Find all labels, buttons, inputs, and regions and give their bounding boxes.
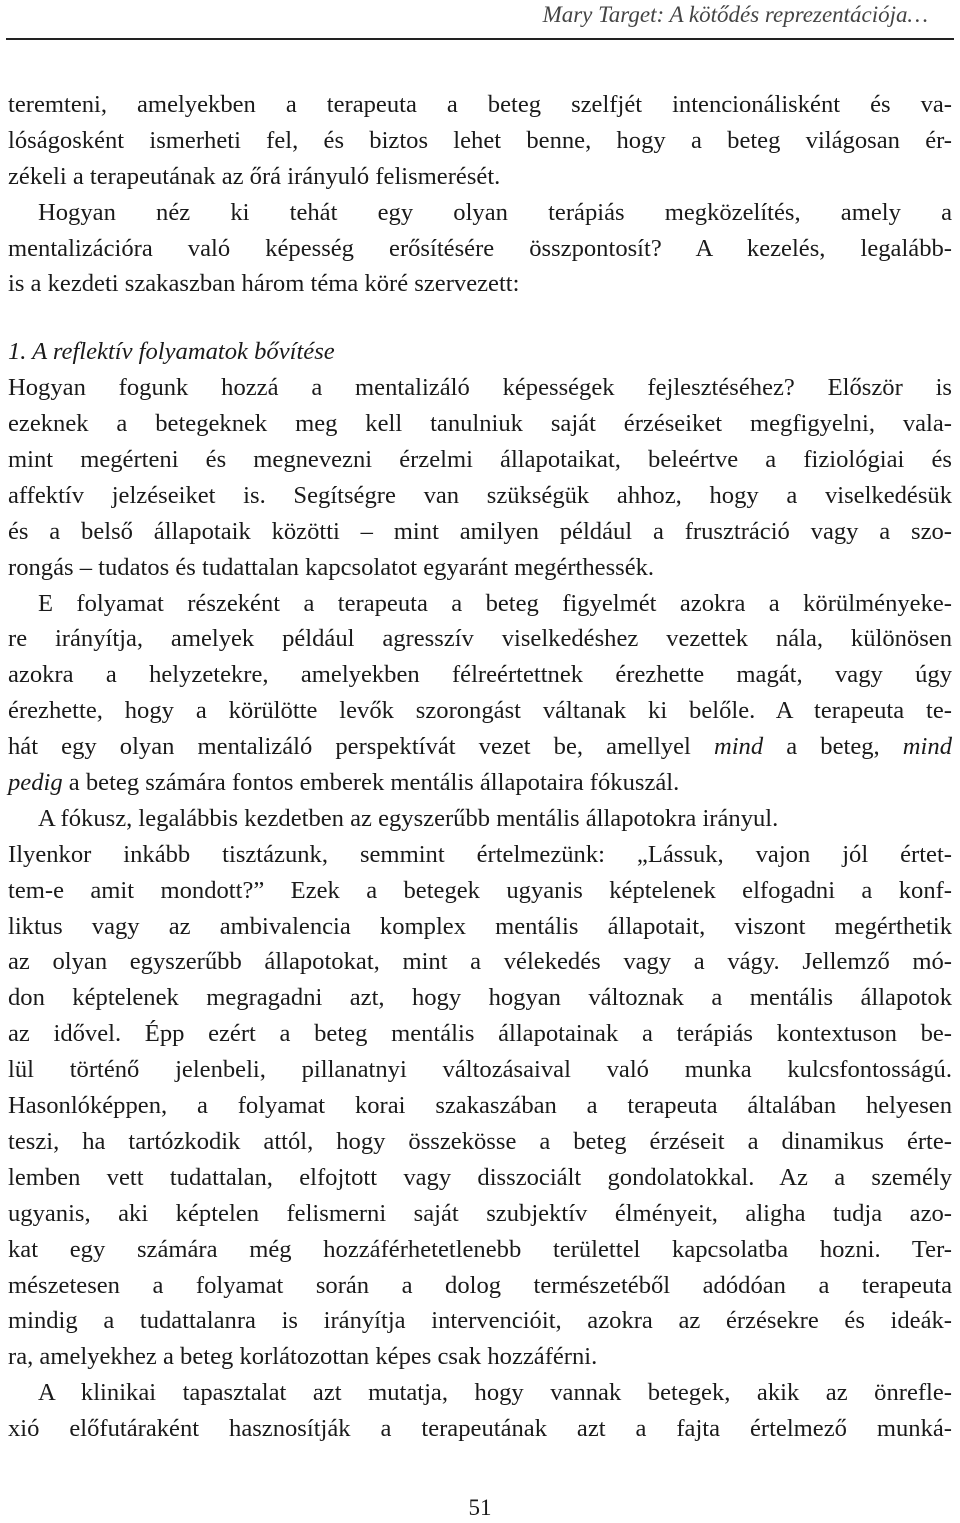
text-line: lóságosként ismerheti fel, és biztos lehet benne, hogy a beteg világosan ér- [8, 126, 952, 154]
text-line [8, 729, 952, 765]
text-line: lül történő jelenbeli, pillanatnyi változásaival való munka kulcsfontosságú. [8, 1056, 952, 1084]
text-line: tem-e amit mondott?” Ezek a betegek ugyanis képtelenek elfogadni a konf- [8, 876, 952, 904]
text-line: Hogyan néz ki tehát egy olyan terápiás megközelítés, amely a [38, 198, 952, 226]
text-line: mészetesen a folyamat során a dolog természetéből adódóan a terapeuta [8, 1271, 952, 1299]
text-line: re irányítja, amelyek például agresszív viselkedéshez vezettek nála, különösen [8, 625, 952, 653]
text-line: teszi, ha tartózkodik attól, hogy összekösse a beteg érzéseit a dinamikus érte- [8, 1127, 952, 1155]
text-line: kat egy számára még hozzáférhetetlenebb területtel kapcsolatba hozni. Ter- [8, 1235, 952, 1263]
text-line: az idővel. Épp ezért a beteg mentális állapotainak a terápiás kontextuson be- [8, 1020, 952, 1048]
text-line: affektív jelzéseiket is. Segítségre van szükségük ahhoz, hogy a viselkedésük [8, 481, 952, 509]
text-line: Ilyenkor inkább tisztázunk, semmint értelmezünk: „Lássuk, vajon jól értet- [8, 840, 952, 868]
emphasis: mind [713, 733, 764, 761]
text-line: E folyamat részeként a terapeuta a beteg figyelmét azokra a körülményeke- [38, 589, 952, 617]
text-line: mint megérteni és megnevezni érzelmi állapotaikat, beleértve a fiziológiai és [8, 446, 952, 474]
text-line: és a belső állapotaik közötti – mint amilyen például a frusztráció vagy a szo- [8, 517, 952, 545]
running-header: Mary Target: A kötődés reprezentációja… [542, 2, 928, 27]
text-line: teremteni, amelyekben a terapeuta a beteg szelfjét intencionálisként és va- [8, 91, 952, 118]
emphasis: mind [902, 733, 952, 761]
text-line: rongás – tudatos és tudattalan kapcsolatot egyaránt megérthessék. [8, 553, 655, 581]
header-rule [6, 38, 954, 40]
text-line: az olyan egyszerűbb állapotokat, mint a vélekedés vagy a vágy. Jellemző mó- [8, 948, 952, 976]
emphasis: pedig [8, 769, 63, 797]
text-line: xió előfutáraként hasznosítják a terapeutának azt a fajta értelmező munká- [8, 1415, 952, 1443]
text-line: don képtelenek megragadni azt, hogy hogyan változnak a mentális állapotok [8, 984, 952, 1012]
text-line: A klinikai tapasztalat azt mutatja, hogy vannak betegek, akik az önrefle- [38, 1379, 952, 1407]
text-line: Hogyan fogunk hozzá a mentalizáló képességek fejlesztéséhez? Először is [8, 374, 952, 402]
text-line: azokra a helyzetekre, amelyekben félreértettnek érezhette magát, vagy úgy [8, 661, 952, 689]
page-number: 51 [468, 1495, 492, 1520]
text-line: ugyanis, aki képtelen felismerni saját szubjektív élményeit, aligha tudja azo- [8, 1199, 952, 1227]
text-run: hát egy olyan mentalizáló perspektívát vezet be, amellyel [8, 733, 714, 761]
text-line: ezeknek a betegeknek meg kell tanulniuk saját érzéseiket megfigyelni, vala- [8, 410, 952, 438]
text-line: mentalizációra való képesség erősítésére összpontosít? A kezelés, legalább- [8, 234, 952, 262]
text-line: Hasonlóképpen, a folyamat korai szakaszában a terapeuta általában helyesen [8, 1092, 952, 1120]
section-heading: 1. A reflektív folyamatok bővítése [8, 338, 335, 366]
text-line: mindig a tudattalanra is irányítja intervencióit, azokra az érzésekre és ideák- [8, 1307, 952, 1335]
text-line: érezhette, hogy a körülötte levők szorongást váltanak ki belőle. A terapeuta te- [8, 697, 952, 725]
text-line: A fókusz, legalábbis kezdetben az egyszerűbb mentális állapotokra irányul. [38, 804, 779, 832]
text-line: is a kezdeti szakaszban három téma köré szervezett: [8, 270, 520, 298]
text-run: a beteg számára fontos emberek mentális állapotaira fókuszál. [62, 769, 680, 797]
text-run: a beteg, [763, 733, 903, 761]
text-line: lemben vett tudattalan, elfojtott vagy disszociált gondolatokkal. Az a személy [8, 1163, 952, 1191]
text-line [8, 765, 952, 801]
text-line: liktus vagy az ambivalencia komplex mentális állapotait, viszont megérthetik [8, 912, 952, 940]
text-line: zékeli a terapeutának az őrá irányuló felismerését. [8, 162, 501, 190]
body-text [8, 87, 952, 1447]
text-line: ra, amelyekhez a beteg korlátozottan képes csak hozzáférni. [8, 1343, 598, 1371]
